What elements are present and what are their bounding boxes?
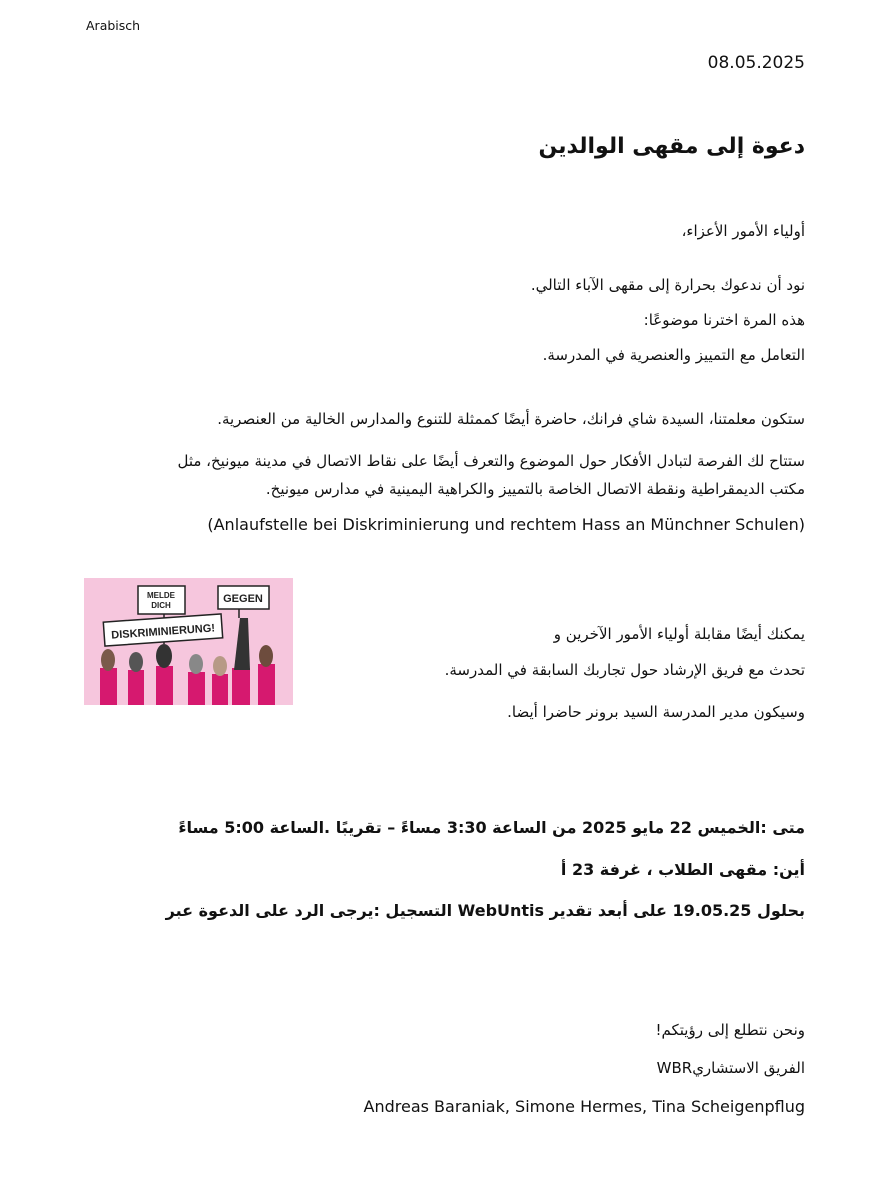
sleeve [188, 672, 205, 705]
sleeve [128, 670, 144, 705]
letter-date: 08.05.2025 [707, 53, 805, 73]
sign-text: GEGEN [223, 593, 263, 605]
intro-paragraph: نود أن ندعوك بحرارة إلى مقهى الآباء التالي. [530, 276, 805, 294]
speaker-paragraph: ستكون معلمتنا، السيدة شاي فرانك، حاضرة أيضًا كممثلة للتنوع والمدارس الخالية من العنصرية. [217, 410, 805, 428]
protest-illustration-svg [84, 578, 293, 705]
sleeve [232, 668, 250, 705]
closing-looking-forward: ونحن نتطلع إلى رؤيتكم! [655, 1021, 805, 1039]
event-where: أين: مقهى الطلاب ، غرفة 23 أ [560, 860, 805, 879]
hand [213, 656, 227, 676]
hand [101, 649, 115, 671]
hand [189, 654, 203, 674]
event-rsvp: بحلول 19.05.25 على أبعد تقدير WebUntis التسجيل :يرجى الرد على الدعوة عبر [165, 901, 805, 920]
hand [129, 652, 143, 672]
topic-text: التعامل مع التمييز والعنصرية في المدرسة. [542, 346, 805, 364]
event-when: متى :الخميس 22 مايو 2025 من الساعة 3:30 مساءً – تقريبًا .الساعة 5:00 مساءً [178, 818, 805, 837]
signers: Andreas Baraniak, Simone Hermes, Tina Scheigenpflug [363, 1097, 805, 1116]
closing-team: WBRالفريق الاستشاري [656, 1059, 805, 1077]
opportunity-line-1: ستتاح لك الفرصة لتبادل الأفكار حول الموضوع والتعرف أيضًا على نقاط الاتصال في مدينة ميونيخ، مثل [177, 452, 805, 470]
sign-gegen [218, 586, 269, 609]
talk-team-line: تحدث مع فريق الإرشاد حول تجاربك السابقة في المدرسة. [444, 661, 805, 679]
sleeve [212, 674, 228, 705]
sleeve [258, 664, 275, 705]
language-label: Arabisch [86, 18, 141, 33]
hand [156, 644, 172, 668]
banner-text: DISKRIMINIERUNG! [110, 622, 216, 642]
german-contact-note: (Anlaufstelle bei Diskriminierung und rechtem Hass an Münchner Schulen) [207, 515, 805, 534]
topic-intro: هذه المرة اخترنا موضوعًا: [643, 311, 805, 329]
sign-text: MELDE [147, 591, 175, 600]
principal-line: وسيكون مدير المدرسة السيد برونر حاضرا أيضا. [507, 703, 805, 721]
hand [259, 645, 273, 667]
page-title: دعوة إلى مقهى الوالدين [538, 134, 805, 159]
opportunity-line-2: مكتب الديمقراطية ونقطة الاتصال الخاصة بالتمييز والكراهية اليمينية في مدارس ميونيخ. [265, 480, 805, 498]
sleeve [156, 666, 173, 705]
sign-text: DICH [151, 601, 171, 610]
meet-parents-line: يمكنك أيضًا مقابلة أولياء الأمور الآخرين و [553, 625, 805, 643]
sign-melde-dich [138, 586, 185, 614]
greeting: أولياء الأمور الأعزاء، [681, 222, 805, 240]
protest-illustration [84, 578, 293, 705]
sleeve [100, 668, 117, 705]
